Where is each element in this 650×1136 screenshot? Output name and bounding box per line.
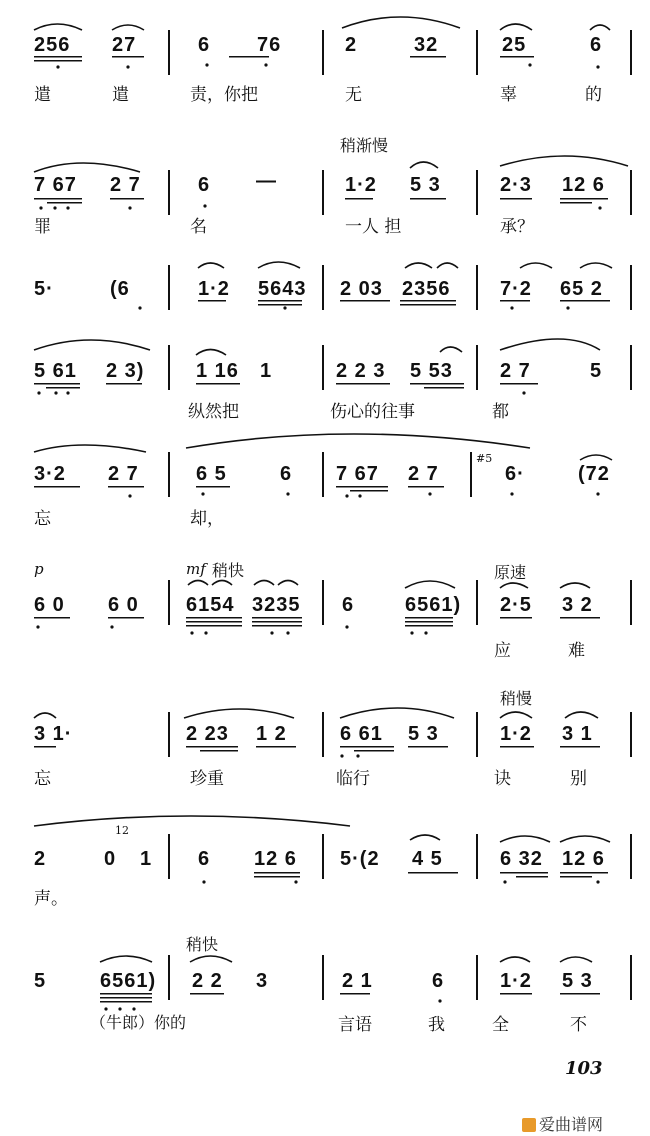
note-group: 1 2	[256, 723, 287, 745]
note-group: 5 3	[562, 970, 593, 992]
lyric: 遣	[34, 85, 51, 105]
bar-line	[322, 452, 324, 497]
bar-line	[322, 345, 324, 390]
dynamic-marking: p	[34, 560, 44, 578]
bar-line	[322, 265, 324, 310]
note-group: —	[256, 170, 277, 192]
watermark	[522, 1112, 603, 1135]
note-group: 2 7	[408, 463, 439, 485]
note-group: 2 2 3	[336, 360, 386, 382]
note-group: 6	[198, 34, 211, 56]
note-group: 6 0	[34, 594, 65, 616]
note-group: 12 6	[254, 848, 297, 870]
bar-line	[630, 265, 632, 310]
note-group: 3235	[252, 594, 301, 616]
lyric: 却，	[190, 509, 224, 529]
note-group: 4 5	[412, 848, 443, 870]
lyric: 珍重	[190, 769, 224, 789]
tempo-marking: 稍渐慢	[340, 136, 389, 155]
lyric: 遣	[112, 85, 129, 105]
note-group: 6 5	[196, 463, 227, 485]
note-group: 6561)	[405, 594, 462, 616]
note-group: 5·	[34, 278, 54, 300]
bar-line	[322, 955, 324, 1000]
note-group: 1	[260, 360, 273, 382]
music-note-icon	[522, 1118, 536, 1132]
bar-line	[476, 955, 478, 1000]
note-group: 1 16	[196, 360, 239, 382]
bar-line	[630, 712, 632, 757]
lyric: 言语	[338, 1015, 372, 1035]
bar-line	[168, 712, 170, 757]
note-group: 32	[414, 34, 439, 56]
lyric: 难	[568, 641, 585, 661]
bar-line	[476, 30, 478, 75]
bar-line	[168, 30, 170, 75]
note-group: 1·2	[500, 723, 532, 745]
note-group: 1·2	[345, 174, 377, 196]
note-group: 5 3	[408, 723, 439, 745]
bar-line	[476, 265, 478, 310]
bar-line	[168, 834, 170, 879]
lyric: 都	[492, 402, 509, 422]
note-group: 25	[502, 34, 527, 56]
note-group: 3 1	[562, 723, 593, 745]
note-group: 2·5	[500, 594, 532, 616]
lyric: 声。	[34, 889, 68, 909]
note-group: 2 3)	[106, 360, 145, 382]
note-group: 5	[590, 360, 603, 382]
note-group: 5 61	[34, 360, 77, 382]
note-group: 0	[104, 848, 117, 870]
bar-line	[476, 580, 478, 625]
note-group: 2 1	[342, 970, 373, 992]
lyric: 全	[492, 1015, 509, 1035]
note-group: 6	[198, 174, 211, 196]
note-group: 12 6	[562, 174, 605, 196]
note-group: 6	[432, 970, 445, 992]
lyric: 责，你把	[190, 85, 258, 105]
dynamic-marking: mf	[186, 560, 206, 578]
lyric: 应	[494, 641, 511, 661]
bar-line	[168, 345, 170, 390]
lyric: 一人 担	[345, 217, 402, 237]
note-group: 6154	[186, 594, 235, 616]
lyric: 伤心的往事	[330, 402, 415, 422]
note-group: 2 7	[500, 360, 531, 382]
note-group: 27	[112, 34, 137, 56]
bar-line	[322, 580, 324, 625]
lyric: 忘	[34, 769, 51, 789]
note-group: 76	[257, 34, 282, 56]
note-group: 5 3	[410, 174, 441, 196]
page-number: 103	[565, 1058, 603, 1079]
lyric: 别	[570, 769, 587, 789]
note-group: 7·2	[500, 278, 532, 300]
lyric: 不	[570, 1015, 587, 1035]
note-group: 2 7	[108, 463, 139, 485]
bar-line	[630, 834, 632, 879]
lyric: （牛郎）你的	[90, 1013, 187, 1032]
note-group: 5 53	[410, 360, 453, 382]
bar-line	[630, 170, 632, 215]
note-group: 5·(2	[340, 848, 380, 870]
note-group: 6	[342, 594, 355, 616]
note-group: 7 67	[336, 463, 379, 485]
note-group: 1	[140, 848, 153, 870]
bar-line	[630, 30, 632, 75]
lyric: 的	[585, 85, 602, 105]
note-group: 3	[256, 970, 269, 992]
bar-line	[168, 580, 170, 625]
lyric: 诀	[494, 769, 511, 789]
bar-line	[168, 955, 170, 1000]
tempo-marking: 原速	[494, 563, 527, 582]
note-group: (72	[578, 463, 610, 485]
grace-note: #5	[476, 452, 493, 465]
note-group: 2	[34, 848, 47, 870]
note-group: 256	[34, 34, 71, 56]
lyric: 无	[345, 85, 362, 105]
lyric: 罪	[34, 217, 51, 237]
tempo-marking: 稍慢	[500, 689, 533, 708]
note-group: 5643	[258, 278, 307, 300]
bar-line	[630, 345, 632, 390]
bar-line	[630, 580, 632, 625]
note-group: 6	[590, 34, 603, 56]
note-group: 3 2	[562, 594, 593, 616]
note-group: 1·2	[198, 278, 230, 300]
note-group: (6	[110, 278, 130, 300]
note-group: 12 6	[562, 848, 605, 870]
note-group: 6 0	[108, 594, 139, 616]
bar-line	[322, 170, 324, 215]
bar-line	[476, 345, 478, 390]
lyric: 忘	[34, 509, 51, 529]
note-group: 6	[198, 848, 211, 870]
note-group: 1·2	[500, 970, 532, 992]
lyric: 承？	[500, 217, 534, 237]
note-group: 6 61	[340, 723, 383, 745]
bar-line	[322, 834, 324, 879]
note-group: 3·2	[34, 463, 66, 485]
grace-note: 12	[115, 824, 129, 837]
bar-line	[476, 834, 478, 879]
note-group: 2356	[402, 278, 451, 300]
note-group: 2 7	[110, 174, 141, 196]
note-group: 2·3	[500, 174, 532, 196]
lyric: 临行	[336, 769, 370, 789]
note-group: 2 23	[186, 723, 229, 745]
note-group: 3 1·	[34, 723, 73, 745]
bar-line	[168, 265, 170, 310]
note-group: 65 2	[560, 278, 603, 300]
note-group: 6 32	[500, 848, 543, 870]
note-group: 6·	[505, 463, 525, 485]
tempo-marking: 稍快	[212, 561, 245, 580]
bar-line	[476, 712, 478, 757]
bar-line	[476, 170, 478, 215]
note-group: 2 2	[192, 970, 223, 992]
lyric: 名	[190, 217, 207, 237]
lyric: 我	[428, 1015, 445, 1035]
lyric: 纵然把	[188, 402, 239, 422]
note-group: 5	[34, 970, 47, 992]
note-group: 6561)	[100, 970, 157, 992]
note-group: 6	[280, 463, 293, 485]
bar-line	[470, 452, 472, 497]
tempo-marking: 稍快	[186, 935, 219, 954]
bar-line	[322, 712, 324, 757]
watermark-text: 爱曲谱网	[539, 1115, 604, 1134]
bar-line	[322, 30, 324, 75]
lyric: 辜	[500, 85, 517, 105]
bar-line	[168, 452, 170, 497]
note-group: 2	[345, 34, 358, 56]
bar-line	[168, 170, 170, 215]
bar-line	[630, 955, 632, 1000]
note-group: 7 67	[34, 174, 77, 196]
note-group: 2 03	[340, 278, 383, 300]
